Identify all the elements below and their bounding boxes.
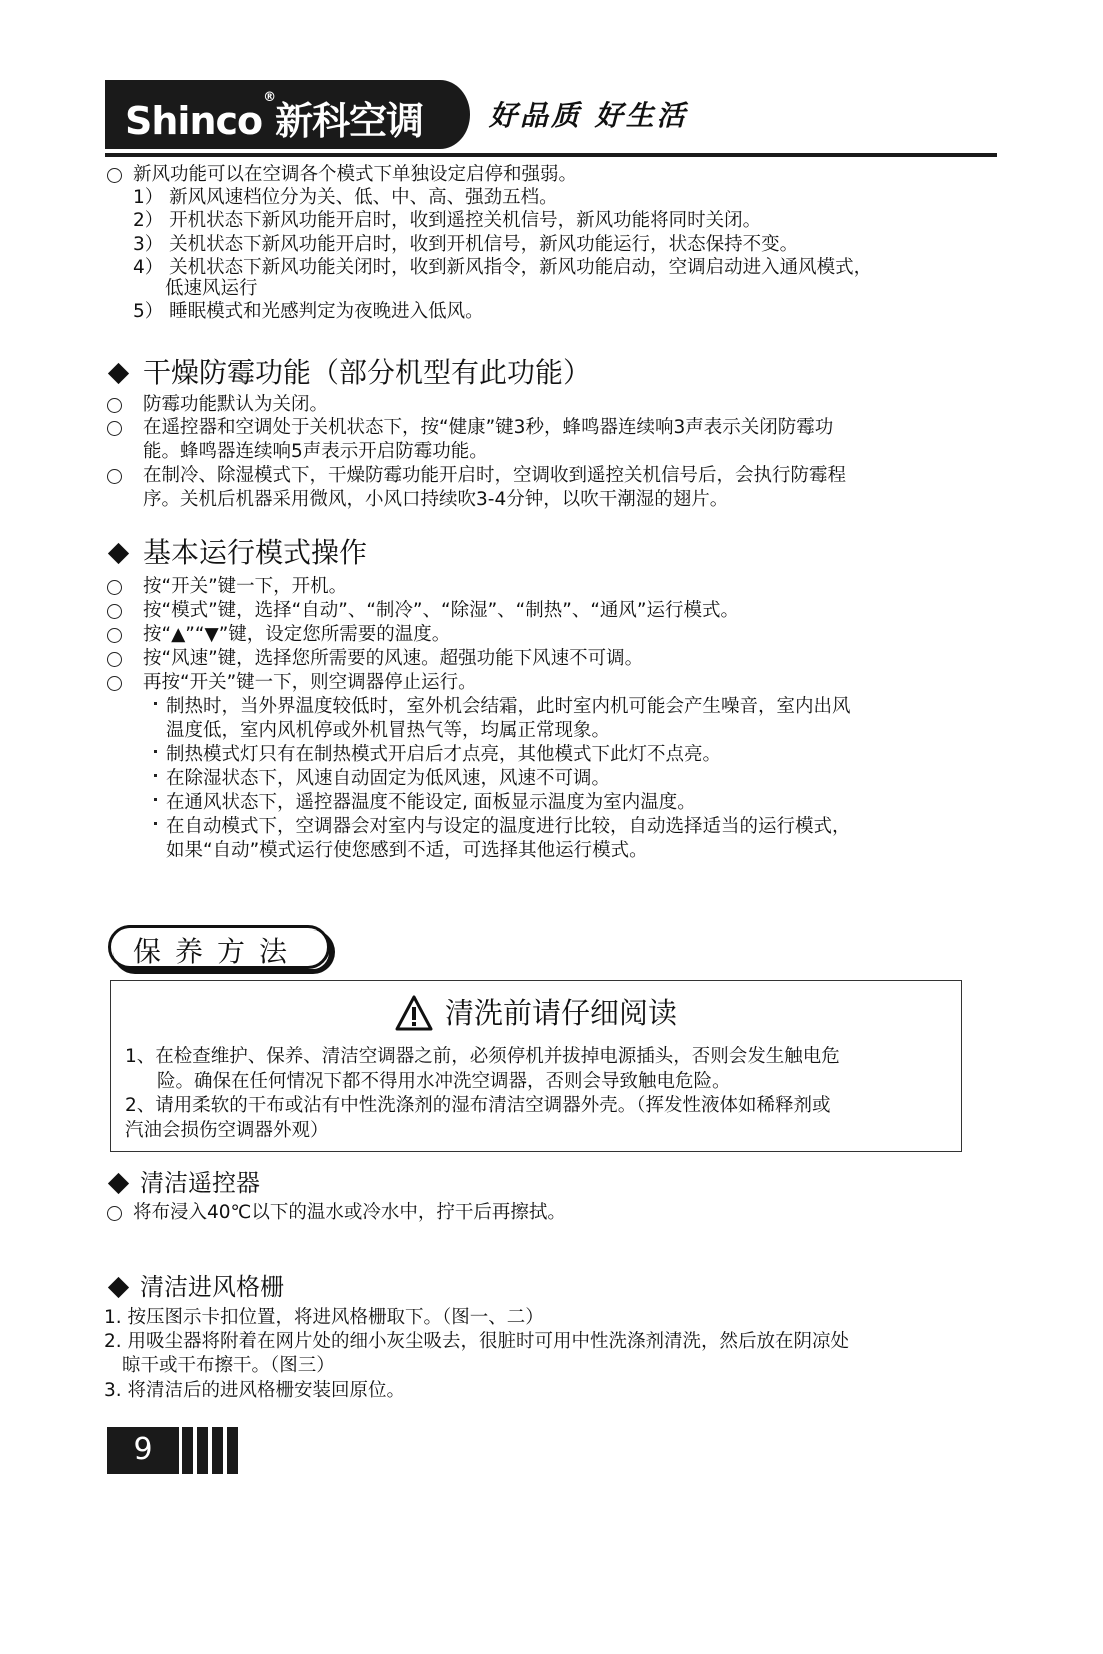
fresh-air-item: 5） 睡眠模式和光感判定为夜晚进入低风。 bbox=[133, 301, 484, 322]
clean-grille-line: 3. 将清洁后的进风格栅安装回原位。 bbox=[104, 1380, 406, 1401]
warning-line: 汽油会损伤空调器外观） bbox=[125, 1120, 329, 1141]
dry-mold-line: 在遥控器和空调处于关机状态下，按“健康”键3秒，蜂鸣器连续响3声表示关闭防霉功 bbox=[143, 417, 834, 438]
note-bullet-icon bbox=[154, 702, 157, 705]
basic-ops-note: 温度低，室内风机停或外机冒热气等，均属正常现象。 bbox=[166, 720, 611, 741]
dry-mold-line: 在制冷、除湿模式下，干燥防霉功能开启时，空调收到遥控关机信号后，会执行防霉程 bbox=[143, 465, 847, 486]
circle-bullet-icon bbox=[107, 652, 122, 667]
fresh-air-item: 4） 关机状态下新风功能关闭时，收到新风指令，新风功能启动，空调启动进入通风模式， bbox=[133, 257, 873, 278]
basic-ops-line: 按“模式”键，选择“自动”、“制冷”、“除湿”、“制热”、“通风”运行模式。 bbox=[143, 600, 740, 621]
page-header bbox=[105, 80, 997, 162]
diamond-bullet-icon bbox=[108, 1173, 129, 1194]
dry-mold-line: 序。关机后机器采用微风，小风口持续吹3-4分钟，以吹干潮湿的翅片。 bbox=[143, 489, 729, 510]
basic-ops-title: 基本运行模式操作 bbox=[143, 536, 368, 569]
footer-bar bbox=[212, 1427, 223, 1474]
clean-grille-line: 2. 用吸尘器将附着在网片处的细小灰尘吸去，很脏时可用中性洗涤剂清洗，然后放在阴凉处 bbox=[104, 1331, 850, 1352]
clean-grille-line: 1. 按压图示卡扣位置，将进风格栅取下。（图一、二） bbox=[104, 1307, 544, 1328]
circle-bullet-icon bbox=[107, 604, 122, 619]
warning-line: 2、请用柔软的干布或沾有中性洗涤剂的湿布清洁空调器外壳。（挥发性液体如稀释剂或 bbox=[125, 1095, 831, 1116]
circle-bullet-icon bbox=[107, 676, 122, 691]
brand-chinese: 新科空调 bbox=[275, 99, 424, 143]
page-number: 9 bbox=[133, 1432, 153, 1467]
maintenance-badge bbox=[108, 925, 330, 969]
dry-mold-title: 干燥防霉功能（部分机型有此功能） bbox=[143, 356, 592, 389]
registered-mark: ® bbox=[263, 90, 276, 105]
clean-grille-line: 晾干或干布擦干。（图三） bbox=[122, 1355, 335, 1376]
circle-bullet-icon bbox=[107, 469, 122, 484]
dry-mold-line: 能。蜂鸣器连续响5声表示开启防霉功能。 bbox=[143, 441, 488, 462]
basic-ops-note: 在自动模式下，空调器会对室内与设定的温度进行比较，自动选择适当的运行模式， bbox=[166, 816, 851, 837]
basic-ops-line: 按“开关”键一下，开机。 bbox=[143, 576, 348, 597]
note-bullet-icon bbox=[154, 822, 157, 825]
basic-ops-note: 在除湿状态下，风速自动固定为低风速，风速不可调。 bbox=[166, 768, 611, 789]
brand-logo bbox=[105, 80, 470, 149]
basic-ops-line: 再按“开关”键一下，则空调器停止运行。 bbox=[143, 672, 477, 693]
diamond-bullet-icon bbox=[108, 363, 129, 384]
page-number-box bbox=[107, 1427, 179, 1474]
fresh-air-item: 2） 开机状态下新风功能开启时，收到遥控关机信号，新风功能将同时关闭。 bbox=[133, 210, 762, 231]
clean-remote-title: 清洁遥控器 bbox=[140, 1169, 260, 1197]
fresh-air-item: 1） 新风风速档位分为关、低、中、高、强劲五档。 bbox=[133, 187, 558, 208]
note-bullet-icon bbox=[154, 774, 157, 777]
warning-title: 清洗前请仔细阅读 bbox=[445, 996, 678, 1030]
basic-ops-note: 如果“自动”模式运行使您感到不适，可选择其他运行模式。 bbox=[166, 840, 648, 861]
circle-bullet-icon bbox=[107, 168, 122, 183]
circle-bullet-icon bbox=[107, 398, 122, 413]
fresh-air-intro: 新风功能可以在空调各个模式下单独设定启停和强弱。 bbox=[133, 164, 578, 185]
circle-bullet-icon bbox=[107, 421, 122, 436]
basic-ops-note: 在通风状态下，遥控器温度不能设定, 面板显示温度为室内温度。 bbox=[166, 792, 696, 813]
slogan: 好品质 好生活 bbox=[489, 99, 688, 132]
note-bullet-icon bbox=[154, 750, 157, 753]
note-bullet-icon bbox=[154, 798, 157, 801]
basic-ops-line: 按“▲”“▼”键，设定您所需要的温度。 bbox=[143, 624, 451, 645]
clean-grille-title: 清洁进风格栅 bbox=[140, 1273, 284, 1301]
warning-icon bbox=[395, 995, 433, 1031]
fresh-air-item-cont: 低速风运行 bbox=[165, 278, 258, 299]
circle-bullet-icon bbox=[107, 1206, 122, 1221]
warning-line: 1、在检查维护、保养、清洁空调器之前，必须停机并拔掉电源插头，否则会发生触电危 bbox=[125, 1046, 840, 1067]
warning-line: 险。确保在任何情况下都不得用水冲洗空调器，否则会导致触电危险。 bbox=[157, 1071, 731, 1092]
dry-mold-line: 防霉功能默认为关闭。 bbox=[143, 394, 329, 415]
basic-ops-note: 制热时，当外界温度较低时，室外机会结霜，此时室内机可能会产生噪音，室内出风 bbox=[166, 696, 851, 717]
warning-box bbox=[110, 980, 962, 1152]
header-rule bbox=[105, 153, 997, 157]
fresh-air-item: 3） 关机状态下新风功能开启时，收到开机信号，新风功能运行，状态保持不变。 bbox=[133, 234, 799, 255]
circle-bullet-icon bbox=[107, 628, 122, 643]
footer-bar bbox=[182, 1427, 193, 1474]
maintenance-title: 保养方法 bbox=[133, 935, 302, 968]
brand-latin: Shinco bbox=[125, 99, 263, 143]
diamond-bullet-icon bbox=[108, 543, 129, 564]
brand-name bbox=[125, 90, 423, 145]
clean-remote-line: 将布浸入40℃以下的温水或冷水中，拧干后再擦拭。 bbox=[133, 1202, 566, 1223]
basic-ops-note: 制热模式灯只有在制热模式开启后才点亮，其他模式下此灯不点亮。 bbox=[166, 744, 722, 765]
footer-bar bbox=[197, 1427, 208, 1474]
diamond-bullet-icon bbox=[108, 1277, 129, 1298]
basic-ops-line: 按“风速”键，选择您所需要的风速。超强功能下风速不可调。 bbox=[143, 648, 644, 669]
circle-bullet-icon bbox=[107, 580, 122, 595]
footer-bar bbox=[227, 1427, 238, 1474]
